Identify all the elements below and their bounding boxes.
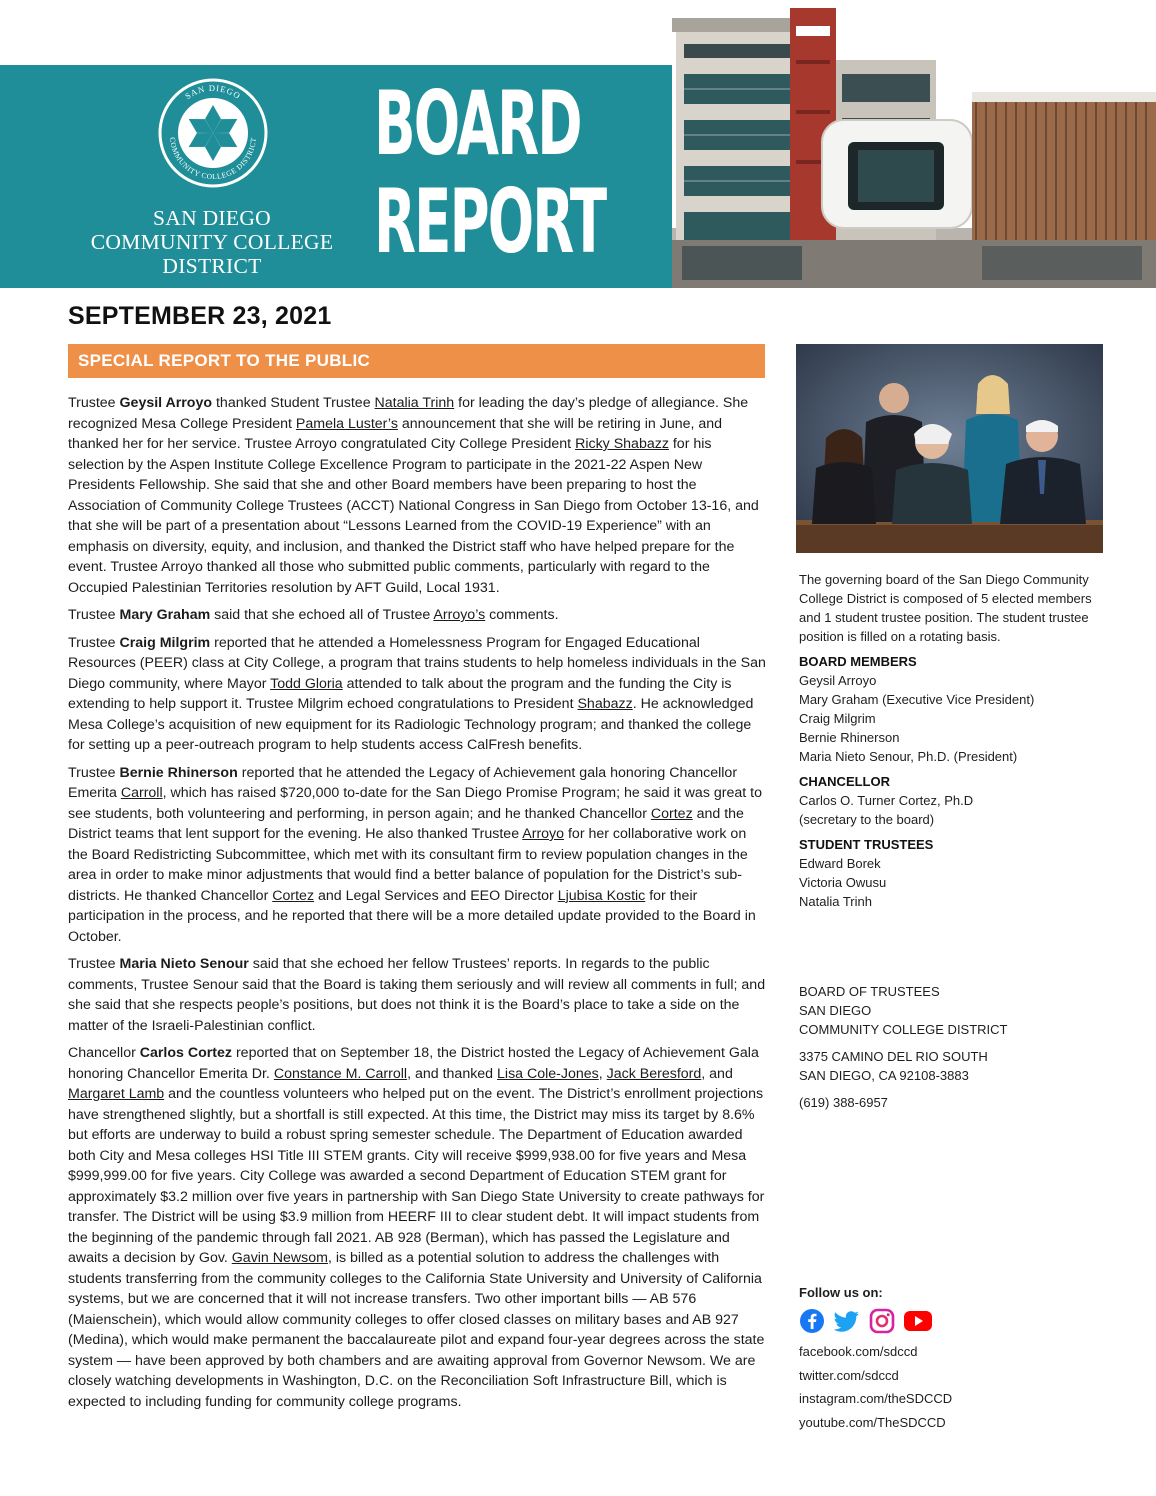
underlined-name: Arroyo: [522, 826, 565, 842]
text-run: , and thanked: [407, 1065, 498, 1082]
board-member: Craig Milgrim: [799, 711, 876, 726]
photo-caption: The governing board of the San Diego Community College District is composed of 5 elected members and 1 student trustee position. The student trustee position is filled on a rotating basis.: [799, 572, 1092, 644]
underlined-name: Todd Gloria: [270, 675, 343, 692]
text-run: for leading the day’s pledge of allegiance. She recognized Mesa College President: [68, 395, 749, 432]
board-member: Maria Nieto Senour, Ph.D. (President): [799, 749, 1018, 764]
text-run: , is billed as a potential solution to address the challenges with students transferring from the community colleges to the California State University and University of California systems, but we are concerned that it will not increase transfers. Two other important bills — AB 576 (Maienschein), which would allow community colleges to offer closed classes on military bases and AB 927 (Medina), which would make permanent the baccalaureate pilot and expand four-year degrees across the state system — have been approved by both chambers and are awaiting approval from Governor Newsom. We are closely watching developments in Washington, D.C. on the Reconciliation Soft Infrastructure Bill, which is expected to including funding for community college programs.: [68, 1250, 765, 1410]
underlined-name: Lisa Cole-Jones: [497, 1065, 599, 1082]
paragraph-rhinerson: [68, 763, 768, 948]
seal-text-bottom: COMMUNITY COLLEGE DISTRICT: [167, 136, 259, 182]
district-seal-logo: [158, 78, 268, 188]
title-board: BOARD: [374, 72, 581, 175]
text-run: and the countless volunteers who helped put on the event. The District’s enrollment projections have strengthened slightly, but a shortfall is still expected. At this time, the District may miss its target by 8.6% but efforts are underway to build a robust spring semester schedule. The Department of Education awarded both City and Mesa colleges HSI Title III STEM grants. City will receive $999,938.00 for five years and Mesa $999,999.00 for five years. City College was awarded a second Department of Education STEM grant for approximately $3.2 million over five years in partnership with San Diego State University to create pathways for transfer. The District will be using $3.9 million from HEERF III to clear student debt. It will impact students from the beginning of the pandemic through fall 2021. AB 928 (Berman), which has passed the Legislature and awaits a decision by Gov.: [68, 1086, 765, 1266]
student-trustee: Natalia Trinh: [799, 894, 872, 909]
section-header-bar: [68, 344, 765, 378]
text-run: for his selection by the Aspen Institute College Excellence Program to participate in the 2021-22 Aspen New Presidents Fellowship. She said that she and other Board members have been preparing to host the Association of Community College Trustees (ACCT) National Congress in San Diego from October 13-16, and that she will be part of a presentation about “Lessons Learned from the COVID-19 Experience” with an emphasis on diversity, equity, and inclusion, and thanked the District staff who have helped prepare for the event. Trustee Arroyo thanked all those who submitted public comments, particularly with regard to the Occupied Palestinian Territories resolution by AFT Guild, Local 1931.: [68, 436, 759, 596]
chancellor-role: (secretary to the board): [799, 812, 935, 827]
chancellor-heading: CHANCELLOR: [799, 774, 890, 789]
address-street: [799, 1047, 1109, 1085]
text-run: Trustee: [68, 764, 120, 781]
bold-name: Mary Graham: [119, 607, 211, 623]
text-run: Trustee: [68, 634, 120, 651]
twitter-icon[interactable]: [833, 1308, 861, 1334]
underlined-name: Constance M. Carroll: [273, 1065, 408, 1082]
address-line: SAN DIEGO, CA 92108-3883: [799, 1068, 969, 1083]
district-name-line-2: COMMUNITY COLLEGE: [90, 230, 334, 254]
text-run: Chancellor: [68, 1045, 140, 1061]
board-members-list: [799, 671, 1109, 766]
text-run: reported that on September 18, the District hosted the Legacy of Achievement Gala honoring Chancellor Emerita Dr.: [68, 1045, 759, 1082]
bold-name: Geysil Arroyo: [119, 395, 213, 411]
phone-number: (619) 388-6957: [799, 1095, 888, 1110]
article-body: [68, 393, 768, 1419]
district-name-line-1: SAN DIEGO: [153, 206, 271, 230]
instagram-icon[interactable]: [869, 1308, 895, 1334]
bold-name: Craig Milgrim: [119, 634, 211, 651]
social-icons: [799, 1308, 1109, 1336]
district-name: [52, 206, 372, 278]
text-run: reported that he attended a Homelessness Program for Engaged Educational Resources (PEER) class at City College, a program that trains students to help homeless individuals in the San Diego community, where Mayor: [68, 634, 766, 692]
student-trustee: Victoria Owusu: [799, 875, 887, 890]
chancellor-info: [799, 791, 1109, 829]
section-title: SPECIAL REPORT TO THE PUBLIC: [78, 351, 371, 370]
seal-text-top: SAN DIEGO: [183, 82, 243, 102]
sidebar-info: [799, 570, 1109, 911]
facebook-icon[interactable]: [799, 1308, 825, 1334]
text-run: comments.: [485, 607, 559, 623]
address-line: COMMUNITY COLLEGE DISTRICT: [799, 1022, 1008, 1037]
facebook-link[interactable]: facebook.com/sdccd: [799, 1344, 918, 1359]
title-report: REPORT: [374, 170, 606, 273]
text-run: and Legal Services and EEO Director: [314, 887, 558, 904]
underlined-name: Jack Beresford: [606, 1065, 702, 1082]
underlined-name: Carroll: [120, 785, 163, 801]
social-links: [799, 1340, 1109, 1434]
text-run: said that she echoed all of Trustee: [210, 607, 434, 623]
address-line: BOARD OF TRUSTEES: [799, 984, 940, 999]
bold-name: Bernie Rhinerson: [119, 764, 238, 781]
paragraph-senour: [68, 954, 768, 1036]
underlined-name: Cortez: [650, 805, 693, 822]
twitter-link[interactable]: twitter.com/sdccd: [799, 1367, 899, 1383]
bold-name: Carlos Cortez: [139, 1045, 233, 1061]
paragraph-cortez: [68, 1043, 768, 1412]
text-run: and the District teams that lent support for the evening. He also thanked Trustee: [68, 805, 744, 842]
address-line: 3375 CAMINO DEL RIO SOUTH: [799, 1049, 988, 1064]
text-run: announcement that she will be retiring in June, and thanked her for her service. Trustee Arroyo congratulated City College President: [68, 415, 723, 452]
underlined-name: Ljubisa Kostic: [557, 887, 646, 904]
text-run: Trustee: [68, 395, 120, 411]
text-run: . He acknowledged Mesa College’s acquisition of new equipment for its Radiologic Technology program; and thanked the college for setting up a peer-outreach program to help students access CalFresh benefits.: [68, 696, 754, 753]
underlined-name: Gavin Newsom: [231, 1250, 328, 1266]
youtube-icon[interactable]: [903, 1308, 933, 1334]
underlined-name: Cortez: [272, 887, 315, 904]
chancellor-name: Carlos O. Turner Cortez, Ph.D: [799, 793, 974, 808]
board-member: Bernie Rhinerson: [799, 730, 900, 745]
social-section: [799, 1283, 1109, 1434]
student-trustees-list: [799, 854, 1109, 911]
text-run: for her collaborative work on the Board Redistricting Subcommittee, which met with its consultant firm to review population changes in the area in order to make minor adjustments that would find a better balance of population for the District’s sub-districts. He thanked Chancellor: [68, 826, 748, 904]
mailing-address: [799, 982, 1109, 1120]
text-run: , and: [701, 1065, 733, 1082]
paragraph-arroyo: [68, 393, 768, 598]
district-name-line-3: DISTRICT: [162, 254, 262, 278]
paragraph-milgrim: [68, 633, 768, 756]
address-line: SAN DIEGO: [799, 1003, 872, 1018]
text-run: Trustee: [68, 956, 120, 972]
underlined-name: Arroyo’s: [433, 607, 486, 623]
address-organization: [799, 982, 1109, 1039]
text-run: for their participation in the process, and he reported that there will be a more detailed update provided to the Board in October.: [68, 887, 756, 945]
bold-name: Maria Nieto Senour: [119, 956, 249, 972]
underlined-name: Pamela Luster’s: [295, 415, 398, 432]
board-members-photo: [796, 344, 1103, 553]
underlined-name: Natalia Trinh: [374, 395, 455, 411]
board-members-heading: BOARD MEMBERS: [799, 654, 917, 669]
text-run: thanked Student Trustee: [212, 395, 375, 411]
text-run: said that she echoed her fellow Trustees’ reports. In regards to the public comments, Trustee Senour said that the Board is taking them seriously and will review all comments in full; and she said that she respects people’s positions, but does not think it is the Board’s place to take a side on the matter of the Israeli-Palestinian conflict.: [68, 956, 766, 1034]
report-date: SEPTEMBER 23, 2021: [68, 302, 332, 330]
text-run: ,: [598, 1065, 607, 1082]
underlined-name: Shabazz: [577, 696, 633, 712]
text-run: Trustee: [68, 607, 120, 623]
instagram-link[interactable]: instagram.com/theSDCCD: [799, 1391, 953, 1406]
campus-building-photo: [672, 0, 1156, 288]
board-member: Mary Graham (Executive Vice President): [799, 692, 1035, 707]
student-trustee: Edward Borek: [799, 856, 881, 871]
underlined-name: Ricky Shabazz: [575, 436, 669, 452]
follow-heading: Follow us on:: [799, 1285, 883, 1300]
student-trustees-heading: STUDENT TRUSTEES: [799, 837, 934, 852]
text-run: , which has raised $720,000 to-date for the San Diego Promise Program; he said it was great to see students, both volunteering and performing, in person again; and he thanked Chancellor: [68, 785, 762, 822]
text-run: attended to talk about the program and the funding the City is extending to help support it. Trustee Milgrim echoed congratulations to President: [68, 675, 732, 712]
underlined-name: Margaret Lamb: [68, 1086, 165, 1102]
board-member: Geysil Arroyo: [799, 673, 877, 688]
youtube-link[interactable]: youtube.com/TheSDCCD: [799, 1414, 946, 1430]
text-run: reported that he attended the Legacy of Achievement gala honoring Chancellor Emerita: [68, 764, 738, 801]
paragraph-graham: [68, 605, 768, 626]
